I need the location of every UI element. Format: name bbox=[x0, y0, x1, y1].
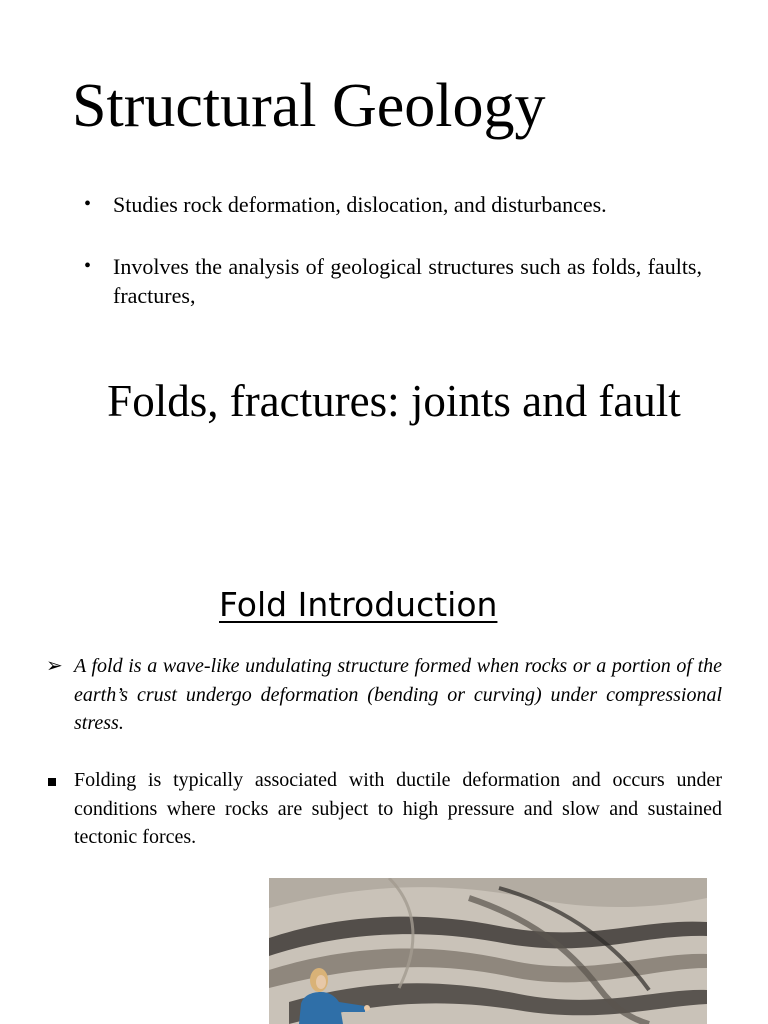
section-subtitle: Folds, fractures: joints and fault bbox=[107, 376, 681, 426]
page-title: Structural Geology bbox=[72, 72, 546, 140]
arrow-bullet-icon: ➢ bbox=[46, 655, 63, 677]
bullet-text: Studies rock deformation, dislocation, and disturbances. bbox=[113, 192, 607, 217]
bullet-text: Involves the analysis of geological structures such as folds, faults, fractures, bbox=[113, 254, 702, 308]
folded-rock-image bbox=[269, 878, 707, 1024]
square-bullet-icon bbox=[46, 766, 74, 852]
list-item bbox=[84, 252, 702, 310]
paragraph-text: Folding is typically associated with ductile deformation and occurs under conditions where rocks are subject to high pressure and slow and sustained tectonic forces. bbox=[74, 769, 722, 848]
bullet-icon: • bbox=[84, 255, 92, 277]
folded-rock-photo bbox=[269, 878, 707, 1024]
bullet-icon: • bbox=[84, 193, 92, 215]
folding-conditions-paragraph bbox=[46, 766, 722, 852]
section-heading: Fold Introduction bbox=[219, 585, 498, 624]
list-item bbox=[84, 190, 702, 219]
fold-definition-paragraph bbox=[46, 652, 722, 738]
paragraph-text: A fold is a wave-like undulating structure formed when rocks or a portion of the earth’s crust undergo deformation (bending or curving) under compressional stress. bbox=[74, 655, 722, 734]
intro-bullet-list bbox=[84, 190, 702, 343]
